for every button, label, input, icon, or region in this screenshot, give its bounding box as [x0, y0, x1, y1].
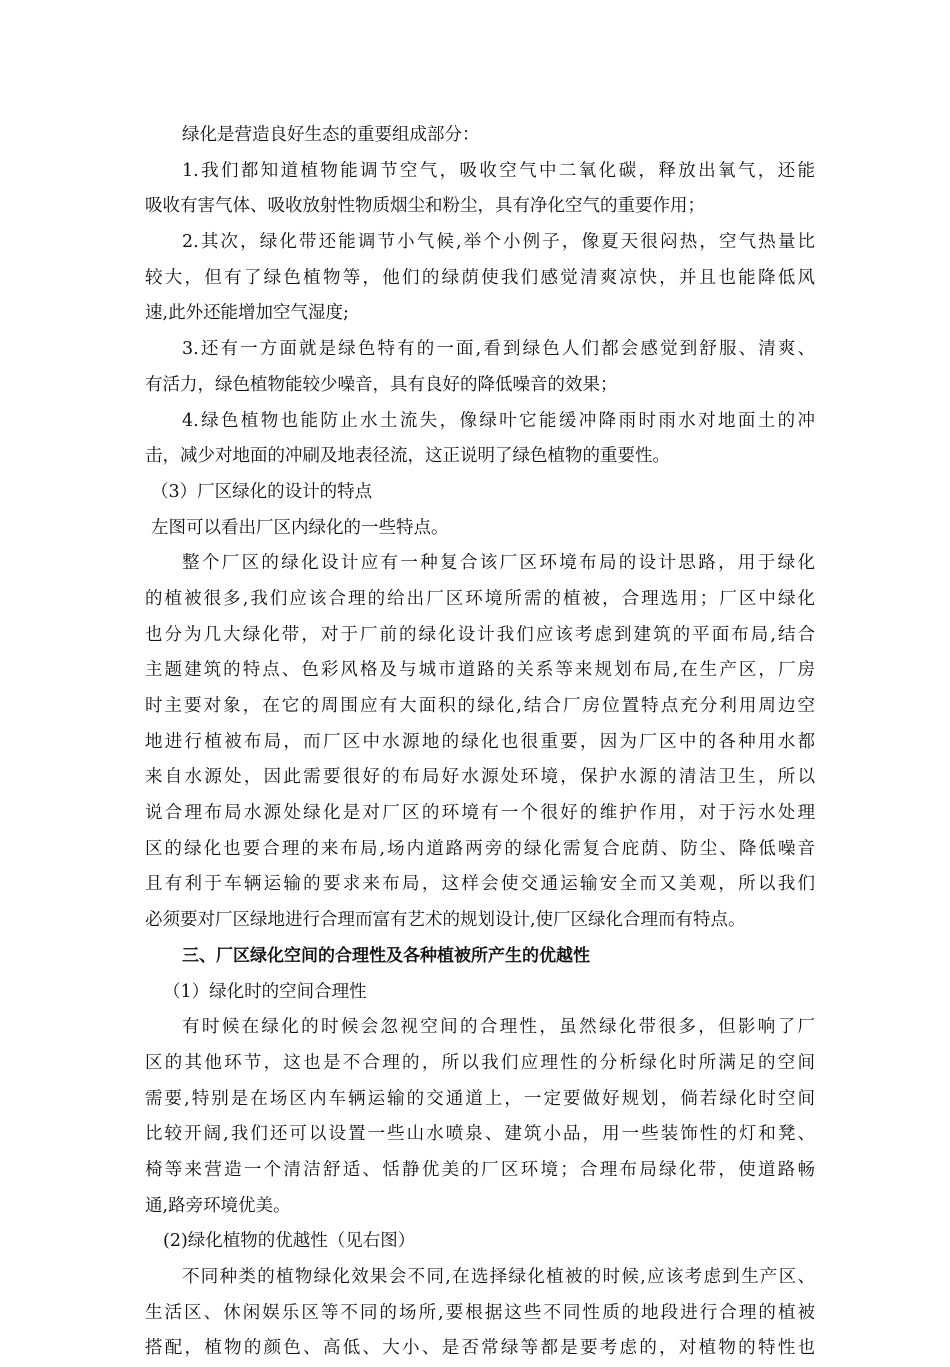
- text-line: 4.绿色植物也能防止水土流失，像绿叶它能缓冲降雨时雨水对地面土的冲: [182, 410, 815, 431]
- section-subheading: （3）厂区绿化的设计的特点: [151, 481, 373, 502]
- text-line: 时主要对象，在它的周围应有大面积的绿化,结合厂房位置特点充分利用周边空: [145, 696, 815, 716]
- text-line: 2.其次，绿化带还能调节小气候,举个小例子，像夏天很闷热，空气热量比: [182, 232, 815, 253]
- text-line: 比较开阔,我们还可以设置一些山水喷泉、建筑小品，用一些装饰性的灯和凳、: [145, 1124, 815, 1145]
- document-body: [145, 118, 815, 1367]
- text-line: 椅等来营造一个清洁舒适、恬静优美的厂区环境；合理布局绿化带，使道路畅: [145, 1159, 815, 1180]
- section-heading: 三、厂区绿化空间的合理性及各种植被所产生的优越性: [182, 945, 590, 966]
- text-line: 左图可以看出厂区内绿化的一些特点。: [151, 517, 449, 538]
- text-line: 击，减少对地面的冲刷及地表径流，这正说明了绿色植物的重要性。: [145, 446, 670, 467]
- text-line: 有时候在绿化的时候会忽视空间的合理性，虽然绿化带很多，但影响了厂: [182, 1017, 815, 1038]
- text-line: 区的绿化也要合理的来布局,场内道路两旁的绿化需复合庇荫、防尘、降低噪音: [145, 838, 815, 859]
- text-line: 且有利于车辆运输的要求来布局，这样会使交通运输安全而又美观，所以我们: [145, 874, 815, 895]
- section-subheading: (2)绿化植物的优越性（见右图）: [163, 1231, 416, 1252]
- text-line: 速,此外还能增加空气湿度;: [145, 303, 349, 324]
- text-line: 来自水源处，因此需要很好的布局好水源处环境，保护水源的清洁卫生，所以: [145, 767, 815, 788]
- text-line: 有活力，绿色植物能较少噪音，具有良好的降低噪音的效果；: [145, 374, 618, 395]
- text-line: 搭配，植物的颜色、高低、大小、是否常绿等都是要考虑的，对植物的特性也: [145, 1338, 815, 1359]
- text-line: 地进行植被布局，而厂区中水源地的绿化也很重要，因为厂区中的各种用水都: [145, 731, 815, 752]
- text-line: 说合理布局水源处绿化是对厂区的环境有一个很好的维护作用，对于污水处理: [145, 803, 815, 824]
- text-line: 必须要对厂区绿地进行合理而富有艺术的规划设计,使厂区绿化合理而有特点。: [145, 910, 746, 931]
- text-line: 也分为几大绿化带，对于厂前的绿化设计我们应该考虑到建筑的平面布局,结合: [145, 624, 815, 645]
- text-line: 生活区、休闲娱乐区等不同的场所,要根据这些不同性质的地段进行合理的植被: [145, 1302, 815, 1323]
- text-line: 较大，但有了绿色植物等，他们的绿荫使我们感觉清爽凉快，并且也能降低风: [145, 267, 815, 288]
- text-line: 3.还有一方面就是绿色特有的一面,看到绿色人们都会感觉到舒服、清爽、: [182, 339, 815, 360]
- text-line: 绿化是营造良好生态的重要组成部分：: [182, 125, 480, 145]
- text-line: 主题建筑的特点、色彩风格及与城市道路的关系等来规划布局,在生产区，厂房: [145, 660, 815, 681]
- text-line: 整个厂区的绿化设计应有一种复合该厂区环境布局的设计思路，用于绿化: [182, 553, 815, 574]
- text-line: 区的其他环节，这也是不合理的，所以我们应理性的分析绿化时所满足的空间: [145, 1052, 815, 1073]
- text-line: 吸收有害气体、吸收放射性物质烟尘和粉尘，具有净化空气的重要作用；: [145, 196, 705, 217]
- text-line: 的植被很多,我们应该合理的给出厂区环境所需的植被，合理选用；厂区中绿化: [145, 588, 815, 609]
- section-subheading: （1）绿化时的空间合理性: [163, 981, 367, 1002]
- text-line: 需要,特别是在场区内车辆运输的交通道上，一定要做好规划，倘若绿化时空间: [145, 1088, 815, 1109]
- text-line: 不同种类的植物绿化效果会不同,在选择绿化植被的时候,应该考虑到生产区、: [182, 1267, 815, 1287]
- text-line: 1.我们都知道植物能调节空气，吸收空气中二氧化碳，释放出氧气，还能: [182, 160, 815, 181]
- text-line: 通,路旁环境优美。: [145, 1195, 291, 1216]
